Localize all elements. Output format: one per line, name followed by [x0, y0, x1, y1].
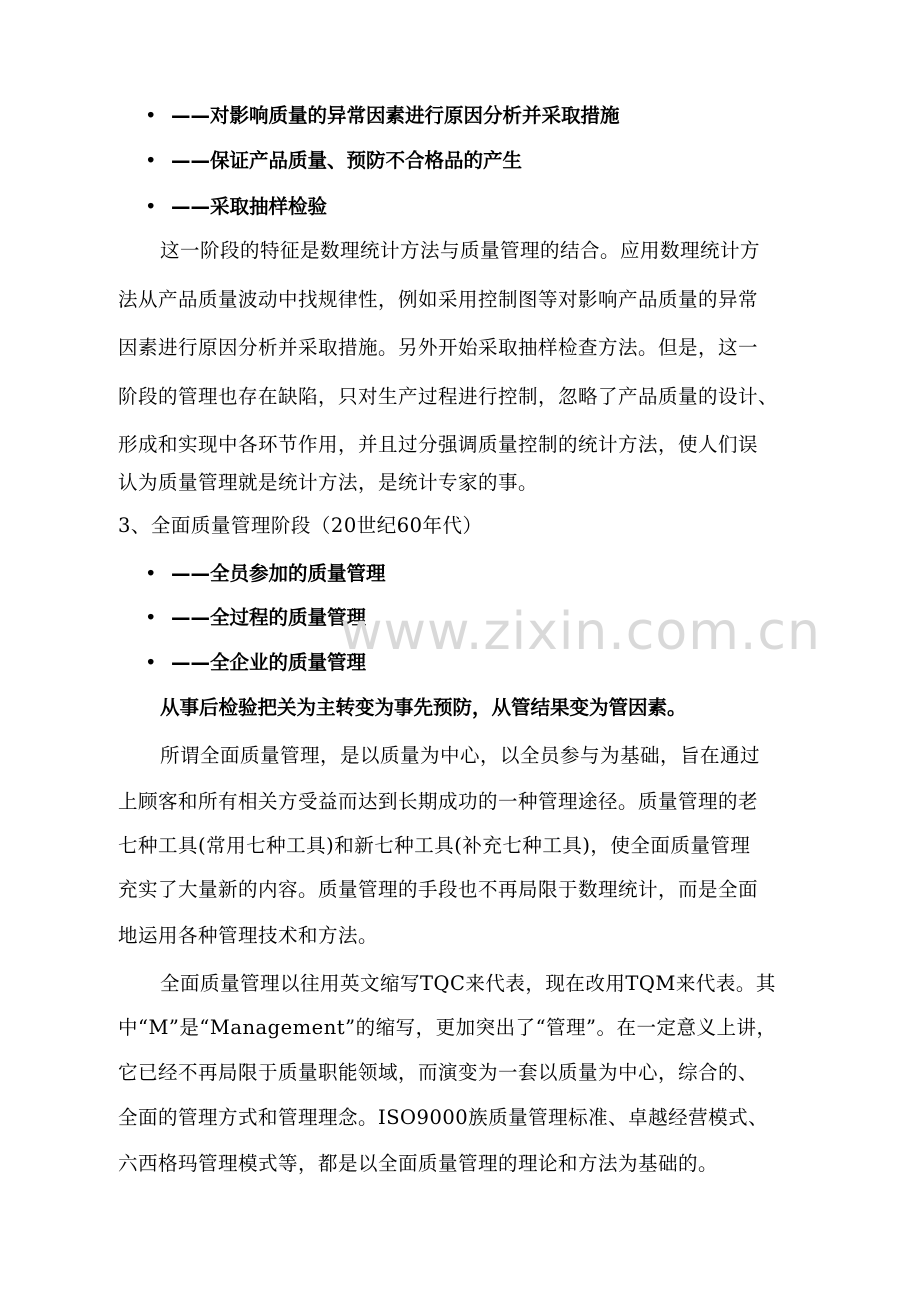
- bullet-icon: •: [145, 195, 157, 218]
- paragraph-line: 认为质量管理就是统计方法，是统计专家的事。: [118, 471, 539, 494]
- watermark: www.zixin.com.cn: [340, 602, 821, 662]
- paragraph-line: 它已经不再局限于质量职能领域，而演变为一套以质量为中心，综合的、: [118, 1061, 759, 1084]
- paragraph-line: 法从产品质量波动中找规律性，例如采用控制图等对影响产品质量的异常: [118, 288, 759, 311]
- paragraph-line: 中“M”是“Management”的缩写，更加突出了“管理”。在一定意义上讲，: [118, 1016, 777, 1039]
- bullet-icon: •: [145, 149, 157, 172]
- bullet-text: ——对影响质量的异常因素进行原因分析并采取措施: [171, 104, 620, 127]
- paragraph-line: 六西格玛管理模式等，都是以全面质量管理的理论和方法为基础的。: [118, 1152, 719, 1175]
- bullet-text: ——全员参加的质量管理: [171, 562, 386, 585]
- paragraph-line: 七种工具(常用七种工具)和新七种工具(补充七种工具)，使全面质量管理: [118, 834, 751, 857]
- paragraph-line: 上顾客和所有相关方受益而达到长期成功的一种管理途径。质量管理的老: [118, 790, 759, 813]
- paragraph-line: 充实了大量新的内容。质量管理的手段也不再局限于数理统计，而是全面: [118, 878, 759, 901]
- paragraph-line: 全面的管理方式和管理理念。ISO9000族质量管理标准、卓越经营模式、: [118, 1106, 769, 1129]
- paragraph-line: 地运用各种管理技术和方法。: [118, 924, 379, 947]
- bullet-item: [145, 648, 366, 678]
- bullet-text: ——采取抽样检验: [171, 195, 328, 218]
- paragraph-line: 全面质量管理以往用英文缩写TQC来代表，现在改用TQM来代表。其: [160, 972, 776, 995]
- bullet-text: ——全企业的质量管理: [171, 651, 367, 674]
- paragraph-line: 所谓全面质量管理，是以质量为中心，以全员参与为基础，旨在通过: [160, 744, 761, 767]
- paragraph-line: 阶段的管理也存在缺陷，只对生产过程进行控制，忽略了产品质量的设计、: [118, 385, 779, 408]
- section-heading: 3、全面质量管理阶段（20世纪60年代）: [118, 514, 483, 537]
- bullet-icon: •: [145, 606, 157, 629]
- bullet-item: [145, 559, 386, 589]
- bullet-icon: •: [145, 651, 157, 674]
- key-statement: 从事后检验把关为主转变为事先预防，从管结果变为管因素。: [160, 696, 687, 719]
- bullet-item: [145, 603, 366, 633]
- paragraph-line: 因素进行原因分析并采取措施。另外开始采取抽样检查方法。但是，这一: [118, 336, 759, 359]
- paragraph-line: 形成和实现中各环节作用，并且过分强调质量控制的统计方法，使人们误: [118, 433, 759, 456]
- paragraph-line: 这一阶段的特征是数理统计方法与质量管理的结合。应用数理统计方: [160, 239, 761, 262]
- bullet-icon: •: [145, 562, 157, 585]
- bullet-item: [145, 192, 327, 222]
- bullet-item: [145, 146, 522, 176]
- bullet-text: ——全过程的质量管理: [171, 606, 367, 629]
- bullet-text: ——保证产品质量、预防不合格品的产生: [171, 149, 523, 172]
- bullet-icon: •: [145, 104, 157, 127]
- bullet-item: [145, 101, 620, 131]
